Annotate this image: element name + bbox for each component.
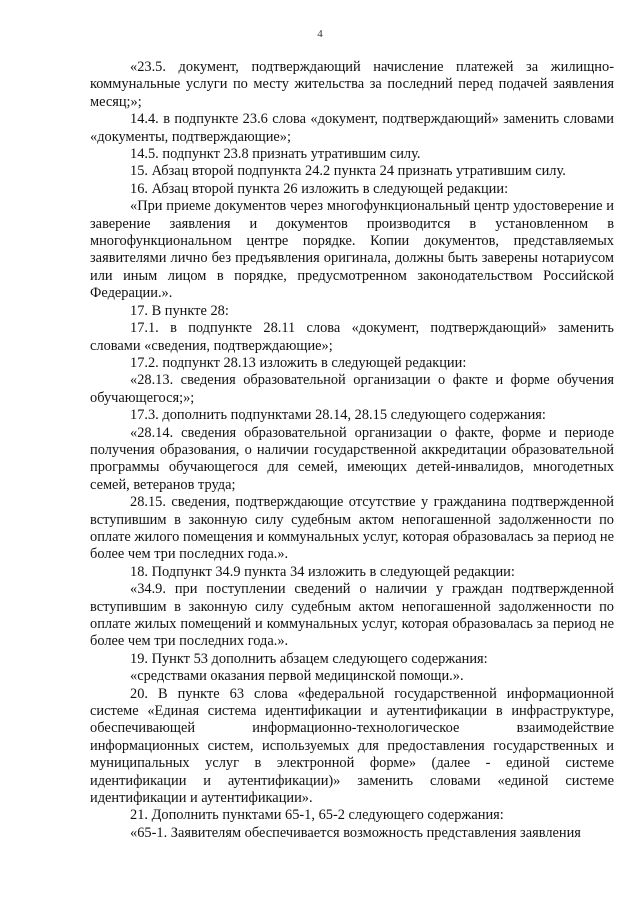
paragraph: 17. В пункте 28: <box>130 302 229 319</box>
paragraph: «28.13. сведения образовательной организации о факте и форме обучения обучающегося;»; <box>90 372 614 406</box>
paragraph: 20. В пункте 63 слова «федеральной государственной информационной системе «Единая система идентификации и аутентификации в инфраструктуре, обеспечивающей информационно-технологическое взаимодействие информационных систем, используемых для предоставления государственных и муниципальных услуг в электронной форме» (далее - единой системе идентификации и аутентификации)» заменить словами «единой системе идентификации и аутентификации». <box>90 685 614 807</box>
paragraph: «При приеме документов через многофункциональный центр удостоверение и заверение заявления и документов производится в установленном в многофункциональном центре порядке. Копии документов, представляемых заявителями лично без предъявления оригинала, должны быть заверены нотариусом или иным лицом в порядке, предусмотренном законодательством Российской Федерации.». <box>90 198 614 302</box>
paragraph: 17.3. дополнить подпунктами 28.14, 28.15 следующего содержания: <box>130 407 546 424</box>
paragraph: 19. Пункт 53 дополнить абзацем следующего содержания: <box>130 650 488 667</box>
paragraph: 17.1. в подпункте 28.11 слова «документ, подтверждающий» заменить словами «сведения, подтверждающие»; <box>90 320 614 354</box>
paragraph: «23.5. документ, подтверждающий начисление платежей за жилищно-коммунальные услуги по месту жительства за последний перед подачей заявления месяц;»; <box>90 59 614 110</box>
paragraph: 28.15. сведения, подтверждающие отсутствие у гражданина подтвержденной вступившим в законную силу судебным актом непогашенной задолженности по оплате жилого помещения и коммунальных услуг, которая образовалась за период не более чем три последних года.». <box>90 494 614 563</box>
paragraph: «28.14. сведения образовательной организации о факте, форме и периоде получения образования, о наличии государственной аккредитации образовательной программы обучающегося для семей, имеющих детей-инвалидов, многодетных семей, ветеранов труда; <box>90 424 614 493</box>
paragraph: «средствами оказания первой медицинской помощи.». <box>130 668 464 685</box>
paragraph: 21. Дополнить пунктами 65-1, 65-2 следующего содержания: <box>130 807 504 824</box>
paragraph: 15. Абзац второй подпункта 24.2 пункта 24 признать утратившим силу. <box>130 163 566 180</box>
document-body <box>90 59 614 842</box>
paragraph: 18. Подпункт 34.9 пункта 34 изложить в следующей редакции: <box>130 563 515 580</box>
page-number: 4 <box>317 28 323 40</box>
paragraph: «34.9. при поступлении сведений о наличии у граждан подтвержденной вступившим в законную силу судебным актом непогашенной задолженности по оплате жилых помещений и коммунальных услуг, которая образовалась за период не более чем три последних года.». <box>90 581 614 650</box>
paragraph: «65-1. Заявителям обеспечивается возможность представления заявления <box>130 824 581 841</box>
paragraph: 14.5. подпункт 23.8 признать утратившим силу. <box>130 146 421 163</box>
paragraph: 17.2. подпункт 28.13 изложить в следующей редакции: <box>130 354 467 371</box>
paragraph: 16. Абзац второй пункта 26 изложить в следующей редакции: <box>130 180 509 197</box>
paragraph: 14.4. в подпункте 23.6 слова «документ, подтверждающий» заменить словами «документы, подтверждающие»; <box>90 111 614 145</box>
